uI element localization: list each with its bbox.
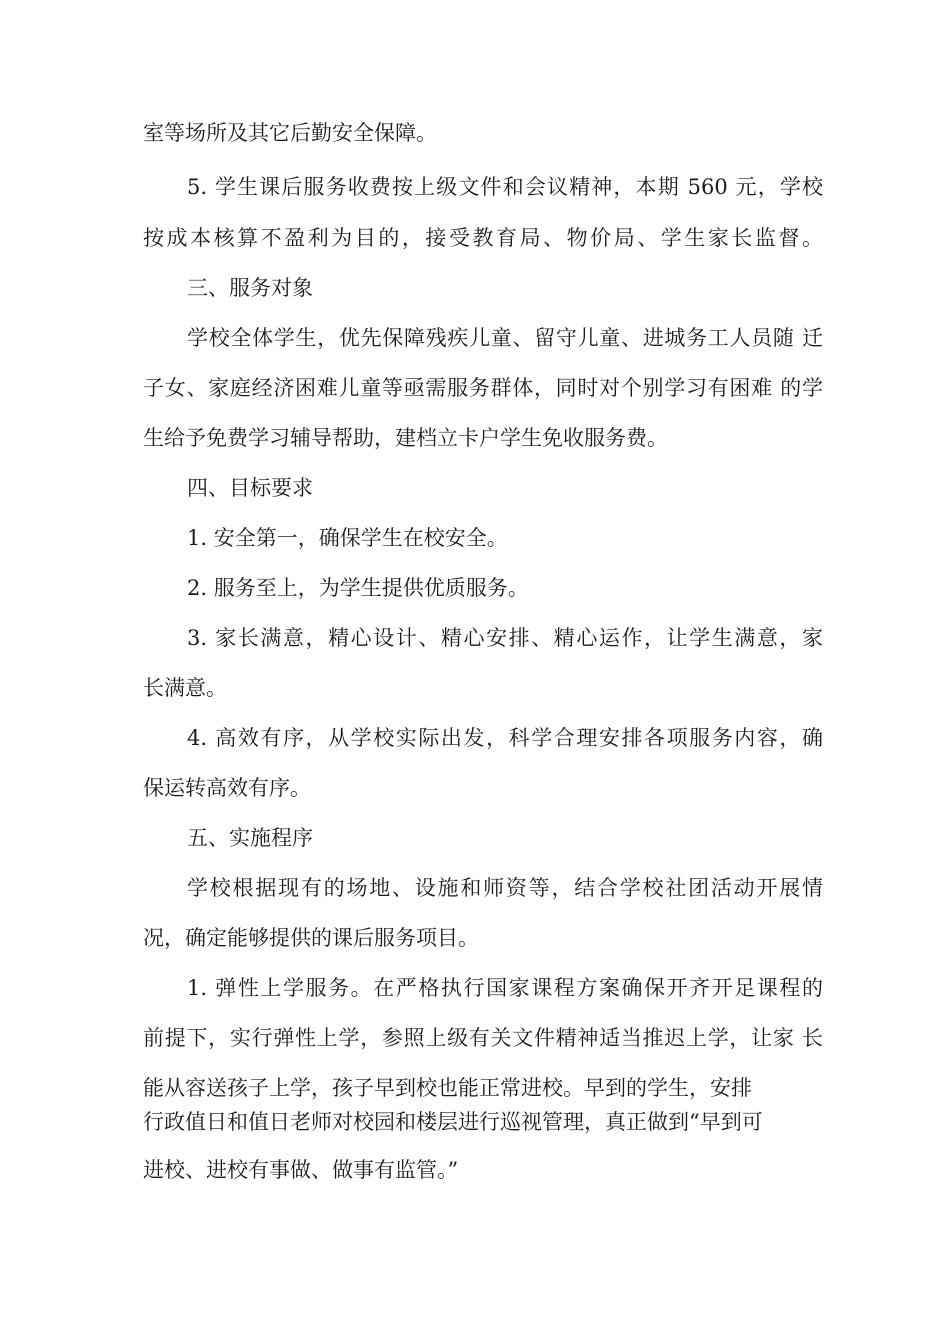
- text-line: 学校根据现有的场地、设施和师资等，结合学校社团活动开展情: [187, 876, 823, 900]
- text-line: 前提下，实行弹性上学，参照上级有关文件精神适当推迟上学，让家 长: [143, 1026, 823, 1050]
- text-line: 室等场所及其它后勤安全保障。: [143, 121, 437, 145]
- text-line: 能从容送孩子上学，孩子早到校也能正常进校。早到的学生，安排: [143, 1076, 752, 1100]
- text-line: 5. 学生课后服务收费按上级文件和会议精神，本期 560 元，学校: [187, 175, 823, 199]
- text-line: 1. 安全第一，确保学生在校安全。: [187, 526, 508, 550]
- text-line: 4. 高效有序，从学校实际出发，科学合理安排各项服务内容，确: [187, 726, 823, 750]
- text-line: 生给予免费学习辅导帮助，建档立卡户学生免收服务费。: [143, 426, 668, 450]
- text-line: 行政值日和值日老师对校园和楼层进行巡视管理，真正做到“早到可: [143, 1110, 763, 1134]
- text-line: 子女、家庭经济困难儿童等亟需服务群体，同时对个别学习有困难 的学: [143, 376, 823, 400]
- section-heading: 三、服务对象: [187, 276, 313, 300]
- section-heading: 四、目标要求: [187, 476, 313, 500]
- text-line: 3. 家长满意，精心设计、精心安排、精心运作，让学生满意，家: [187, 626, 823, 650]
- text-line: 长满意。: [143, 676, 227, 700]
- text-line: 学校全体学生，优先保障残疾儿童、留守儿童、进城务工人员随 迁: [187, 326, 823, 350]
- text-line: 进校、进校有事做、做事有监管。”: [143, 1158, 459, 1182]
- text-line: 保运转高效有序。: [143, 776, 311, 800]
- text-line: 按成本核算不盈利为目的，接受教育局、物价局、学生家长监督。: [143, 226, 823, 250]
- text-line: 2. 服务至上，为学生提供优质服务。: [187, 576, 529, 600]
- text-line: 1. 弹性上学服务。在严格执行国家课程方案确保开齐开足课程的: [187, 976, 823, 1000]
- section-heading: 五、实施程序: [187, 826, 313, 850]
- text-line: 况，确定能够提供的课后服务项目。: [143, 926, 479, 950]
